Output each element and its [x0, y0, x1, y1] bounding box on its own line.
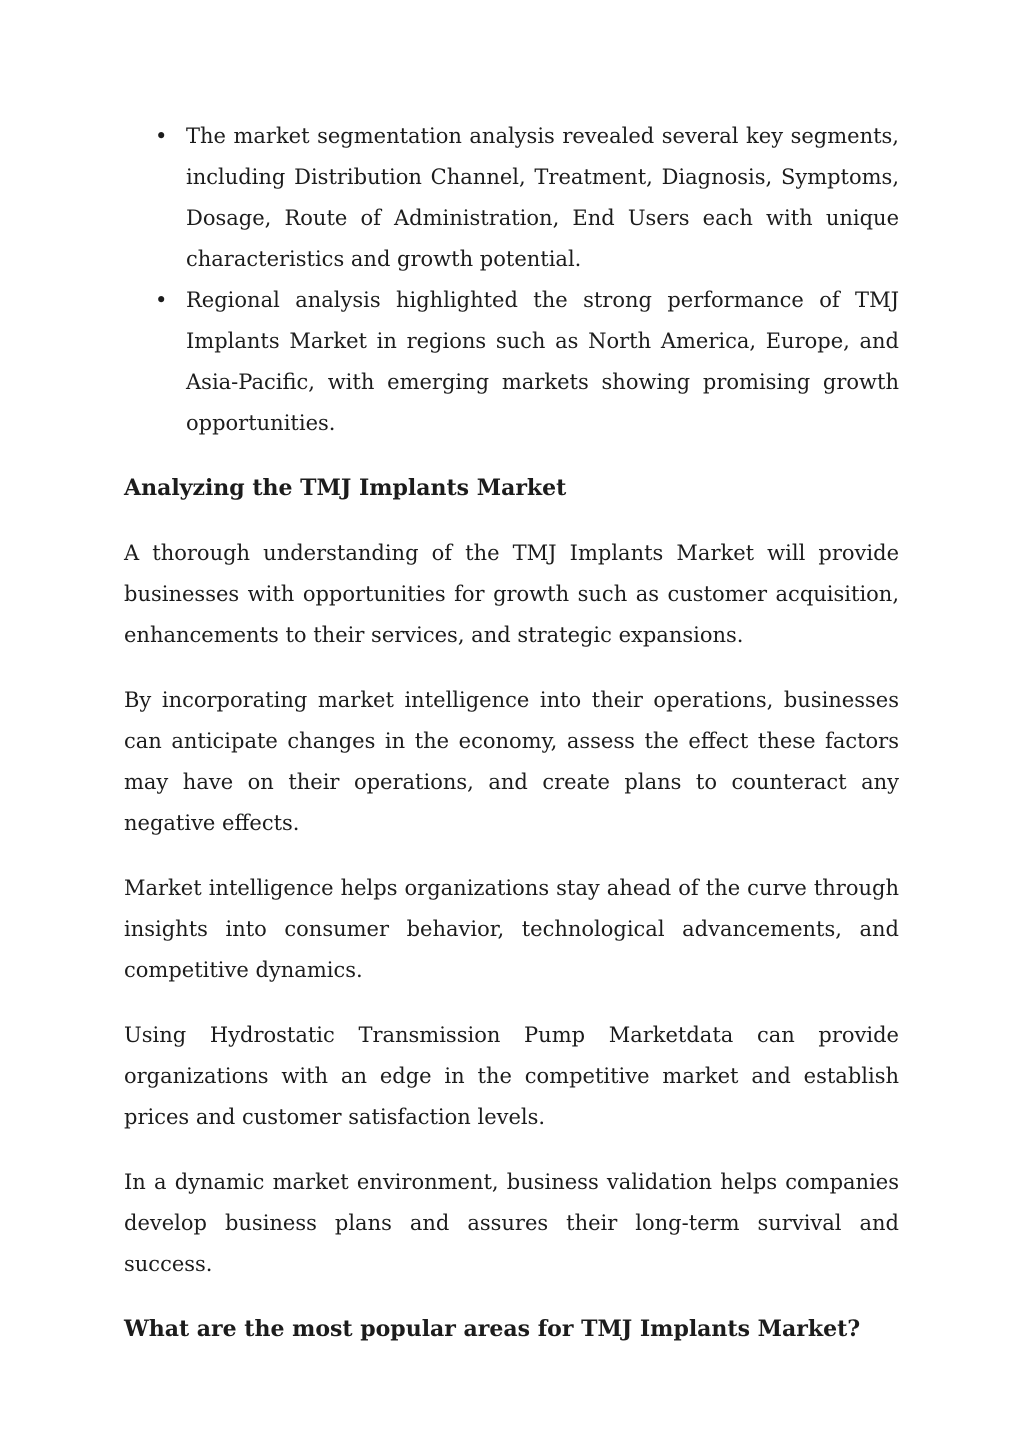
paragraph-market-intelligence: By incorporating market intelligence into their operations, businesses can anticipate changes in the economy, assess the effect these factors may have on their operations, and create plans to counteract any negative effects. — [124, 688, 899, 835]
paragraph-understanding: A thorough understanding of the TMJ Implants Market will provide businesses with opportunities for growth such as customer acquisition, enhancements to their services, and strategic expansions. — [124, 541, 899, 647]
section-heading-analyzing: Analyzing the TMJ Implants Market — [124, 475, 567, 501]
bullet-text: Regional analysis highlighted the strong performance of TMJ Implants Market in regions such as North America, Europe, and Asia-Pacific, with emerging markets showing promising growth opportunities. — [186, 288, 899, 435]
bullet-list — [124, 116, 899, 444]
bullet-icon: • — [155, 288, 168, 312]
bullet-text: The market segmentation analysis revealed several key segments, including Distribution Channel, Treatment, Diagnosis, Symptoms, Dosage, Route of Administration, End Users each with unique characteristics and growth potential. — [186, 124, 899, 271]
section-heading-popular-areas: What are the most popular areas for TMJ Implants Market? — [124, 1316, 861, 1342]
paragraph-stay-ahead: Market intelligence helps organizations stay ahead of the curve through insights into consumer behavior, technological advancements, and competitive dynamics. — [124, 876, 899, 982]
paragraph-hydrostatic: Using Hydrostatic Transmission Pump Marketdata can provide organizations with an edge in the competitive market and establish prices and customer satisfaction levels. — [124, 1023, 899, 1129]
bullet-item — [124, 280, 899, 444]
paragraph-business-validation: In a dynamic market environment, business validation helps companies develop business plans and assures their long-term survival and success. — [124, 1170, 899, 1276]
bullet-item — [124, 116, 899, 280]
bullet-icon: • — [155, 124, 168, 148]
document-page — [124, 116, 899, 1350]
